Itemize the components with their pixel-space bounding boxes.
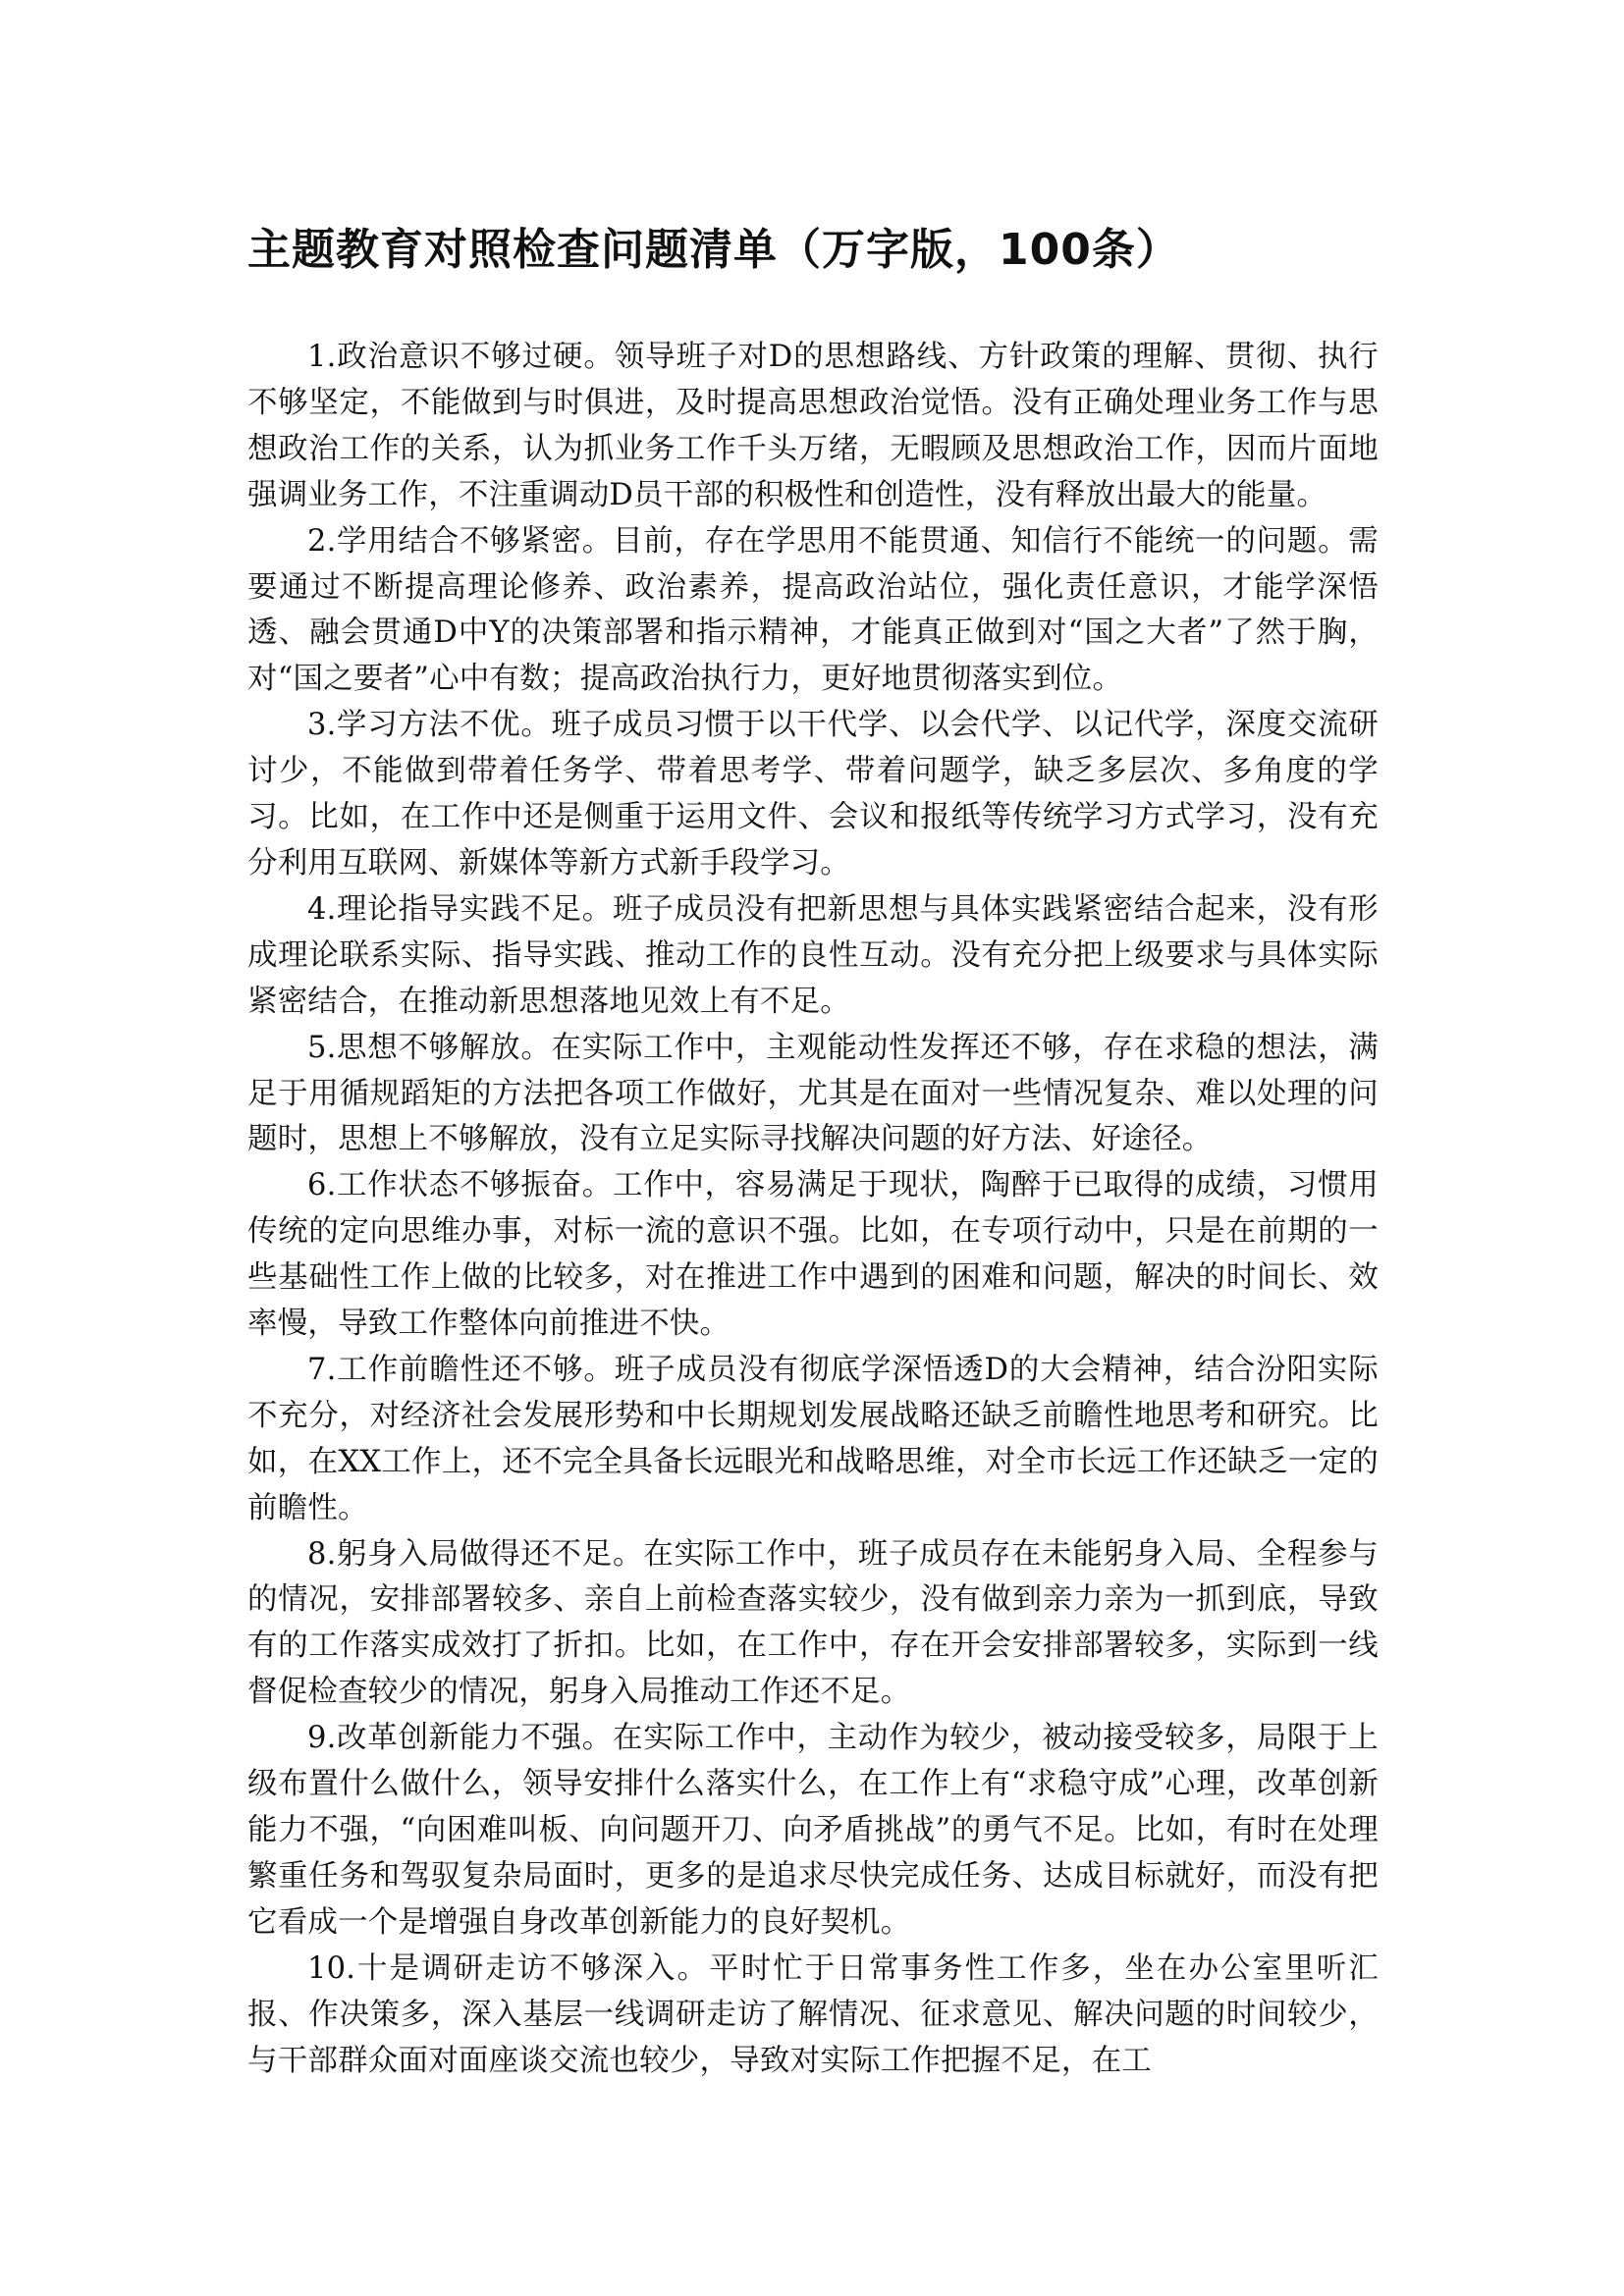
paragraph-10: 10.十是调研走访不够深入。平时忙于日常事务性工作多，坐在办公室里听汇报、作决策多，深入基层一线调研走访了解情况、征求意见、解决问题的时间较少，与干部群众面对面座谈交流也较少，导致对实际工作把握不足，在工 <box>247 1950 1379 2078</box>
paragraph-6: 6.工作状态不够振奋。工作中，容易满足于现状，陶醉于已取得的成绩，习惯用传统的定向思维办事，对标一流的意识不强。比如，在专项行动中，只是在前期的一些基础性工作上做的比较多，对在推进工作中遇到的困难和问题，解决的时间长、效率慢，导致工作整体向前推进不快。 <box>247 1168 1379 1342</box>
paragraph-2: 2.学用结合不够紧密。目前，存在学思用不能贯通、知信行不能统一的问题。需要通过不断提高理论修养、政治素养，提高政治站位，强化责任意识，才能学深悟透、融会贯通D中Y的决策部署和指示精神，才能真正做到对“国之大者”了然于胸，对“国之要者”心中有数；提高政治执行力，更好地贯彻落实到位。 <box>247 523 1379 697</box>
paragraph-1: 1.政治意识不够过硬。领导班子对D的思想路线、方针政策的理解、贯彻、执行不够坚定，不能做到与时俱进，及时提高思想政治觉悟。没有正确处理业务工作与思想政治工作的关系，认为抓业务工作千头万绪，无暇顾及思想政治工作，因而片面地强调业务工作，不注重调动D员干部的积极性和创造性，没有释放出最大的能量。 <box>247 340 1379 512</box>
paragraph-8: 8.躬身入局做得还不足。在实际工作中，班子成员存在未能躬身入局、全程参与的情况，安排部署较多、亲自上前检查落实较少，没有做到亲力亲为一抓到底，导致有的工作落实成效打了折扣。比如，在工作中，存在开会安排部署较多，实际到一线督促检查较少的情况，躬身入局推动工作还不足。 <box>247 1536 1379 1710</box>
document-page <box>247 221 1379 2084</box>
paragraph-9: 9.改革创新能力不强。在实际工作中，主动作为较少，被动接受较多，局限于上级布置什么做什么，领导安排什么落实什么，在工作上有“求稳守成”心理，改革创新能力不强，“向困难叫板、向问题开刀、向矛盾挑战”的勇气不足。比如，有时在处理繁重任务和驾驭复杂局面时，更多的是追求尽快完成任务、达成目标就好，而没有把它看成一个是增强自身改革创新能力的良好契机。 <box>247 1721 1379 1940</box>
document-title: 主题教育对照检查问题清单（万字版，100条） <box>247 225 1180 275</box>
paragraph-5: 5.思想不够解放。在实际工作中，主观能动性发挥还不够，存在求稳的想法，满足于用循规蹈矩的方法把各项工作做好，尤其是在面对一些情况复杂、难以处理的问题时，思想上不够解放，没有立足实际寻找解决问题的好方法、好途径。 <box>247 1030 1379 1157</box>
paragraph-7: 7.工作前瞻性还不够。班子成员没有彻底学深悟透D的大会精神，结合汾阳实际不充分，对经济社会发展形势和中长期规划发展战略还缺乏前瞻性地思考和研究。比如，在XX工作上，还不完全具备长远眼光和战略思维，对全市长远工作还缺乏一定的前瞻性。 <box>247 1352 1379 1525</box>
document-body <box>247 335 1379 2084</box>
paragraph-4: 4.理论指导实践不足。班子成员没有把新思想与具体实践紧密结合起来，没有形成理论联系实际、指导实践、推动工作的良性互动。没有充分把上级要求与具体实际紧密结合，在推动新思想落地见效上有不足。 <box>247 891 1379 1019</box>
paragraph-3: 3.学习方法不优。班子成员习惯于以干代学、以会代学、以记代学，深度交流研讨少，不能做到带着任务学、带着思考学、带着问题学，缺乏多层次、多角度的学习。比如，在工作中还是侧重于运用文件、会议和报纸等传统学习方式学习，没有充分利用互联网、新媒体等新方式新手段学习。 <box>247 708 1379 881</box>
